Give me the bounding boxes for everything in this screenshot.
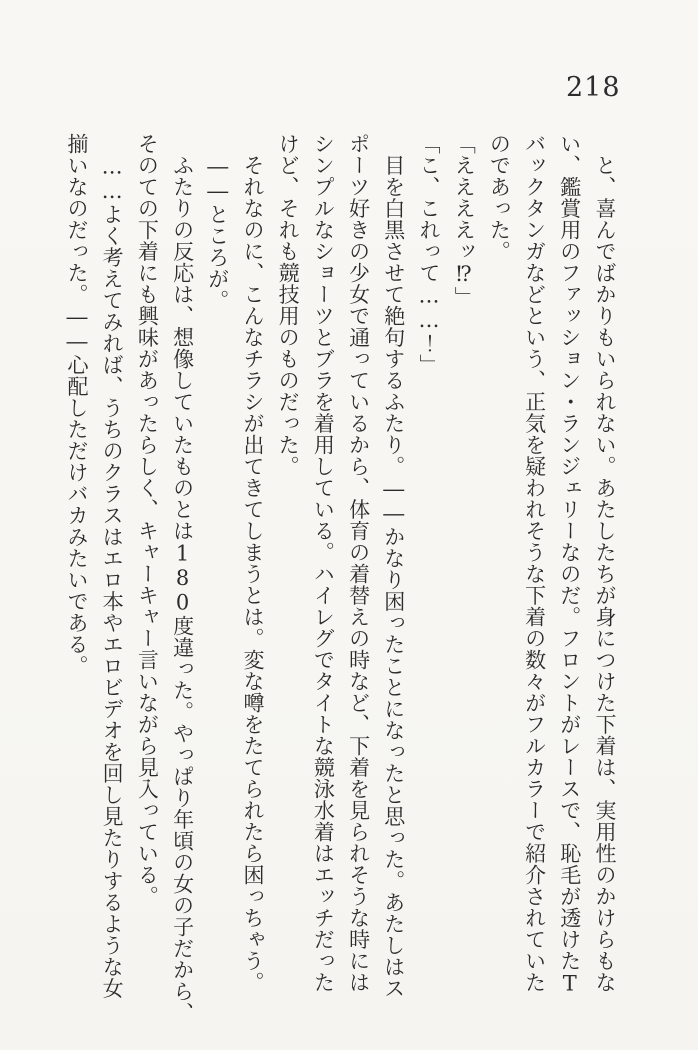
text-column-4: のであった。 bbox=[487, 133, 512, 262]
text-column-9: シンプルなショーツとブラを着用している。ハイレグでタイトな競泳水着はエッチだった bbox=[311, 133, 336, 993]
text-column-1: と、喜んでばかりもいられない。あたしたちが身につけた下着は、実用性のかけらもな bbox=[593, 133, 617, 993]
text-column-16: 揃いなのだった。――心配しただけバカみたいである。 bbox=[64, 133, 89, 677]
text-column-8: ポーツ好きの少女で通っているから、体育の着替えの時など、下着を見られそうな時には bbox=[346, 133, 371, 993]
text-column-14: そのての下着にも興味があったらしく、キャーキャー言いながら見入っている。 bbox=[135, 133, 160, 907]
text-column-6: 「こ、これって……！」 bbox=[416, 133, 441, 376]
text-column-5: 「ええええッ⁉」 bbox=[452, 133, 477, 308]
text-column-2: い、鑑賞用のファッション・ランジェリーなのだ。フロントがレースで、恥毛が透けたT bbox=[557, 133, 582, 996]
text-column-15: ……よく考えてみれば、うちのクラスはエロ本やエロビデオを回し見たりするような女 bbox=[100, 133, 125, 999]
text-column-3: バックタンガなどという、正気を疑われそうな下着の数々がフルカラーで紹介されていた bbox=[522, 133, 547, 993]
text-column-7: 目を白黒させて絶句するふたり。――かなり困ったことになったと思った。あたしはス bbox=[381, 133, 406, 999]
text-column-12: ――ところが。 bbox=[205, 133, 230, 311]
text-column-13: ふたりの反応は、想像していたものとは180度違った。やっぱり年頃の女の子だから、 bbox=[170, 133, 195, 1024]
text-column-11: それなのに、こんなチラシが出てきてしまうとは。変な噂をたてられたら困っちゃう。 bbox=[240, 133, 265, 993]
page-number: 218 bbox=[566, 72, 621, 103]
text-column-10: けど、それも競技用のものだった。 bbox=[276, 133, 301, 477]
body-text-block bbox=[58, 133, 622, 1024]
